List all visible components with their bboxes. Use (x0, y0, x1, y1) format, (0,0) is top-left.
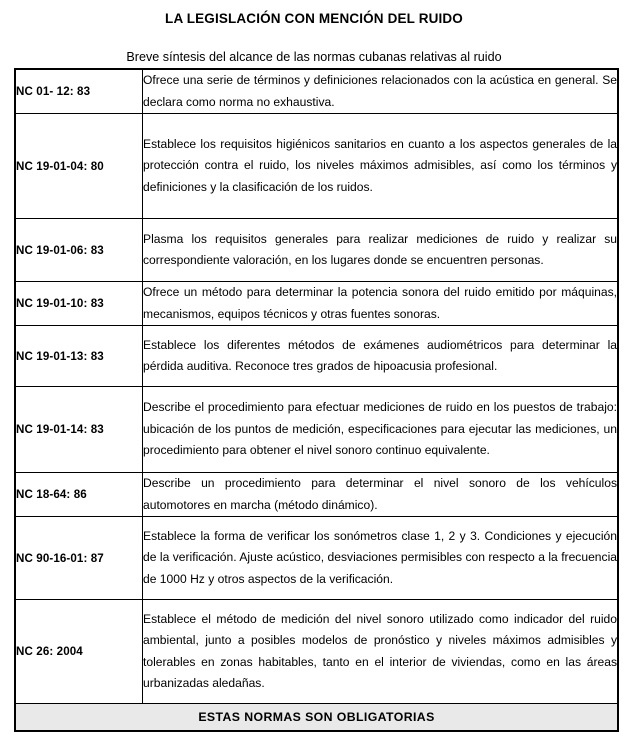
table-row (15, 473, 618, 517)
table-row (15, 326, 618, 387)
norm-code-cell: NC 19-01-13: 83 (15, 326, 143, 387)
norms-table-container (14, 68, 617, 732)
norm-description-cell: Describe el procedimiento para efectuar mediciones de ruido en los puestos de trabajo: ubicación de los puntos de medición, especificaciones para ejecutar las mediciones, un procedimiento para obtener el nivel sonoro continuo equivalente. (143, 387, 619, 473)
norm-description-cell: Ofrece una serie de términos y definiciones relacionados con la acústica en general. Se declara como norma no exhaustiva. (143, 69, 619, 114)
table-row (15, 600, 618, 704)
norm-description-cell: Describe un procedimiento para determinar el nivel sonoro de los vehículos automotores en marcha (método dinámico). (143, 473, 619, 517)
norm-description-cell: Establece los diferentes métodos de exámenes audiométricos para determinar la pérdida auditiva. Reconoce tres grados de hipoacusia profesional. (143, 326, 619, 387)
table-row (15, 387, 618, 473)
norm-code-cell: NC 19-01-10: 83 (15, 282, 143, 326)
norms-table (14, 68, 619, 732)
table-footer-row (15, 704, 618, 731)
table-row (15, 69, 618, 114)
norm-description-cell: Plasma los requisitos generales para realizar mediciones de ruido y realizar su correspondiente valoración, en los lugares donde se encuentren personas. (143, 219, 619, 282)
norm-description-cell: Establece los requisitos higiénicos sanitarios en cuanto a los aspectos generales de la protección contra el ruido, los niveles máximos admisibles, así como los términos y definiciones y la clasificación de los ruidos. (143, 114, 619, 219)
norm-description-cell: Establece la forma de verificar los sonómetros clase 1, 2 y 3. Condiciones y ejecución de la verificación. Ajuste acústico, desviaciones permisibles con respecto a la frecuencia de 1000 Hz y otros aspectos de la verificación. (143, 517, 619, 600)
table-row (15, 114, 618, 219)
table-row (15, 517, 618, 600)
page-subtitle: Breve síntesis del alcance de las normas cubanas relativas al ruido (126, 50, 502, 64)
norm-code-cell: NC 18-64: 86 (15, 473, 143, 517)
table-row (15, 282, 618, 326)
norm-code-cell: NC 26: 2004 (15, 600, 143, 704)
norm-description-cell: Establece el método de medición del nivel sonoro utilizado como indicador del ruido ambiental, junto a posibles modelos de pronóstico y niveles máximos admisibles y tolerables en zonas habitables, tanto en el interior de viviendas, como en las áreas urbanizadas aledañas. (143, 600, 619, 704)
norms-table-body (15, 69, 618, 731)
norm-code-cell: NC 90-16-01: 87 (15, 517, 143, 600)
table-row (15, 219, 618, 282)
page-title: LA LEGISLACIÓN CON MENCIÓN DEL RUIDO (165, 11, 463, 26)
norm-code-cell: NC 01- 12: 83 (15, 69, 143, 114)
norm-description-cell: Ofrece un método para determinar la potencia sonora del ruido emitido por máquinas, mecanismos, equipos técnicos y otras fuentes sonoras. (143, 282, 619, 326)
norm-code-cell: NC 19-01-14: 83 (15, 387, 143, 473)
norm-code-cell: NC 19-01-06: 83 (15, 219, 143, 282)
mandatory-notice: ESTAS NORMAS SON OBLIGATORIAS (15, 704, 618, 731)
norm-code-cell: NC 19-01-04: 80 (15, 114, 143, 219)
